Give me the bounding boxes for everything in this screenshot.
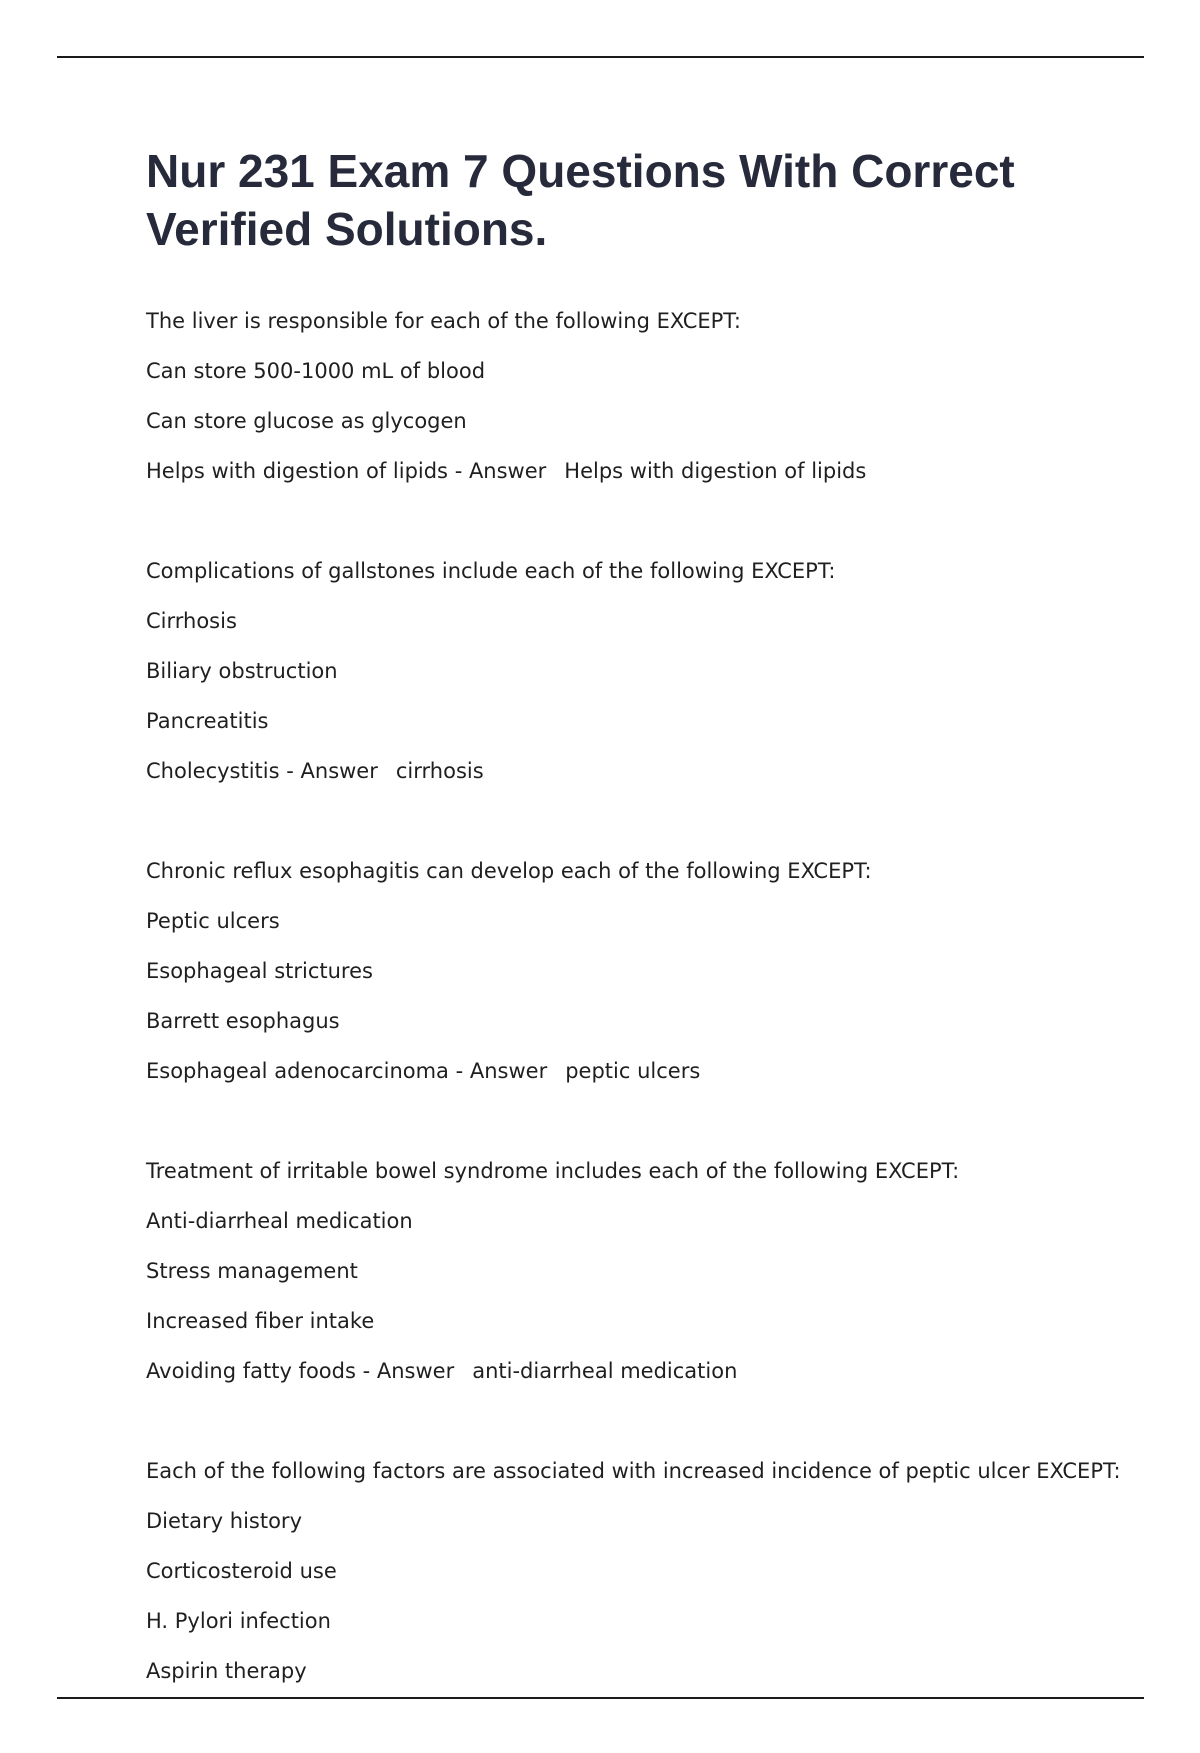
document-title: Nur 231 Exam 7 Questions With Correct Verified Solutions. [146, 145, 1015, 255]
correct-answer: anti-diarrheal medication [472, 1359, 738, 1383]
answer-option: Esophageal strictures [146, 959, 373, 983]
answer-option-with-key [146, 1353, 1126, 1403]
question-prompt: Each of the following factors are associated with increased incidence of peptic ulcer EXCEPT: [146, 1459, 1121, 1483]
answer-option: Corticosteroid use [146, 1559, 337, 1583]
correct-answer: cirrhosis [395, 759, 484, 783]
answer-option: Dietary history [146, 1509, 302, 1533]
answer-option: Cholecystitis [146, 759, 280, 783]
answer-option-with-key [146, 753, 1126, 803]
question-block [146, 1453, 1126, 1703]
answer-option: Cirrhosis [146, 609, 237, 633]
answer-option: Peptic ulcers [146, 909, 280, 933]
answer-label: - Answer [286, 759, 378, 783]
answer-option: Anti-diarrheal medication [146, 1209, 413, 1233]
correct-answer: peptic ulcers [565, 1059, 701, 1083]
top-divider [57, 56, 1144, 58]
bottom-divider [57, 1697, 1144, 1699]
answer-label: - Answer [455, 1059, 548, 1083]
answer-option: Esophageal adenocarcinoma [146, 1059, 449, 1083]
answer-option: Avoiding fatty foods [146, 1359, 356, 1383]
correct-answer: Helps with digestion of lipids [564, 459, 867, 483]
answer-option-with-key [146, 1053, 1126, 1103]
answer-option: Aspirin therapy [146, 1659, 307, 1683]
question-prompt: The liver is responsible for each of the following EXCEPT: [146, 309, 741, 333]
question-block [146, 553, 1126, 803]
answer-option-with-key [146, 453, 1126, 503]
question-list [146, 303, 1126, 1753]
answer-option: Pancreatitis [146, 709, 269, 733]
question-prompt: Chronic reflux esophagitis can develop each of the following EXCEPT: [146, 859, 872, 883]
question-block [146, 1153, 1126, 1403]
answer-option: Can store 500-1000 mL of blood [146, 359, 486, 383]
question-prompt: Treatment of irritable bowel syndrome includes each of the following EXCEPT: [146, 1159, 960, 1183]
question-block [146, 303, 1126, 503]
answer-option: Biliary obstruction [146, 659, 338, 683]
question-block [146, 853, 1126, 1103]
answer-option: H. Pylori infection [146, 1609, 331, 1633]
answer-option: Barrett esophagus [146, 1009, 340, 1033]
answer-option: Can store glucose as glycogen [146, 409, 467, 433]
answer-option: Stress management [146, 1259, 358, 1283]
answer-option: Increased fiber intake [146, 1309, 375, 1333]
answer-option: Helps with digestion of lipids [146, 459, 448, 483]
answer-label: - Answer [454, 459, 547, 483]
question-prompt: Complications of gallstones include each of the following EXCEPT: [146, 559, 836, 583]
answer-label: - Answer [362, 1359, 455, 1383]
